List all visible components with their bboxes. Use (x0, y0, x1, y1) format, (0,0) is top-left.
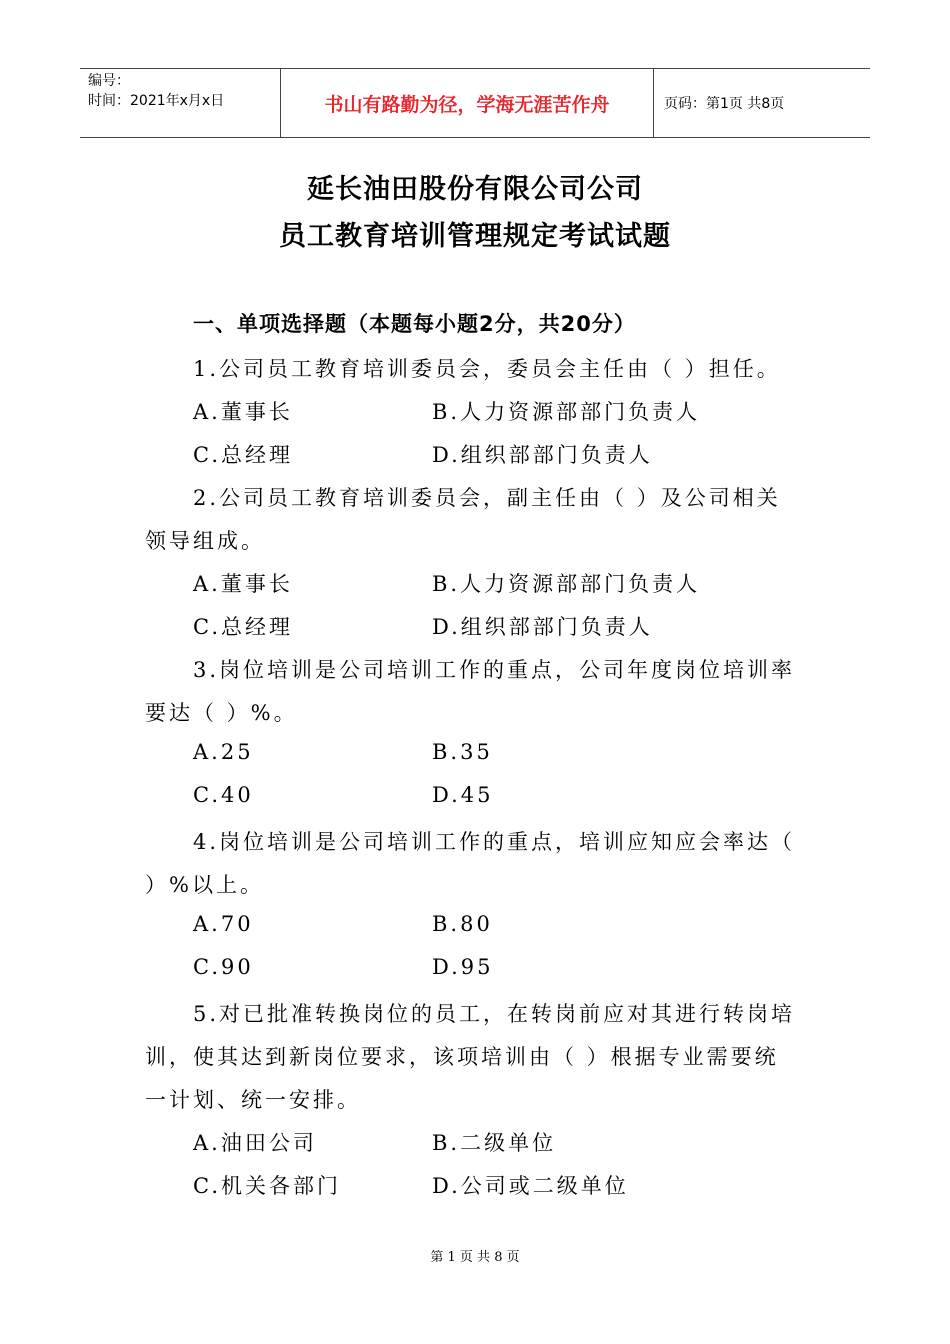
question-4-option-c: C.90 (193, 955, 254, 979)
document-date: 时间：2021年x月x日 (88, 93, 225, 109)
question-2-option-b: B.人力资源部部门负责人 (432, 572, 701, 596)
header-motto: 书山有路勤为径，学海无涯苦作舟 (281, 69, 654, 137)
question-5-option-c: C.机关各部门 (193, 1174, 341, 1198)
section-heading: 一、单项选择题（本题每小题2分，共20分） (193, 312, 636, 336)
page-footer: 第 1 页 共 8 页 (430, 1250, 520, 1265)
question-2-stem-cont: 领导组成。 (145, 529, 265, 553)
question-5-stem: 5.对已批准转换岗位的员工，在转岗前应对其进行转岗培 (193, 1002, 796, 1026)
question-5-stem-cont-2: 一计划、统一安排。 (145, 1088, 361, 1112)
header-info-cell (80, 69, 281, 137)
question-4-option-b: B.80 (432, 912, 493, 936)
header-page-info: 页码：第1页 共8页 (664, 96, 785, 112)
question-3-stem-cont: 要达（ ）%。 (145, 701, 298, 725)
question-5-option-d: D.公司或二级单位 (432, 1174, 629, 1198)
question-3-option-a: A.25 (193, 740, 254, 764)
question-4-option-d: D.95 (432, 955, 494, 979)
question-4-option-a: A.70 (193, 912, 254, 936)
question-2-option-d: D.组织部部门负责人 (432, 615, 653, 639)
question-5-option-a: A.油田公司 (193, 1131, 317, 1155)
question-3-option-c: C.40 (193, 783, 254, 807)
question-5-option-b: B.二级单位 (432, 1131, 557, 1155)
question-1-option-d: D.组织部部门负责人 (432, 443, 653, 467)
document-title-line1: 延长油田股份有限公司公司 (307, 174, 643, 205)
question-1-stem: 1.公司员工教育培训委员会，委员会主任由（ ）担任。 (193, 357, 781, 381)
question-1-option-b: B.人力资源部部门负责人 (432, 400, 701, 424)
question-2-option-a: A.董事长 (193, 572, 293, 596)
question-5-stem-cont: 训，使其达到新岗位要求，该项培训由（ ）根据专业需要统 (145, 1045, 779, 1069)
question-1-option-a: A.董事长 (193, 400, 293, 424)
document-number-label: 编号： (88, 73, 130, 89)
question-3-option-d: D.45 (432, 783, 494, 807)
question-3-option-b: B.35 (432, 740, 493, 764)
question-3-stem: 3.岗位培训是公司培训工作的重点，公司年度岗位培训率 (193, 658, 796, 682)
document-title-line2: 员工教育培训管理规定考试试题 (279, 221, 671, 252)
question-4-stem: 4.岗位培训是公司培训工作的重点，培训应知应会率达（ (193, 830, 796, 854)
question-1-option-c: C.总经理 (193, 443, 293, 467)
question-4-stem-cont: ）%以上。 (145, 873, 264, 897)
question-2-stem: 2.公司员工教育培训委员会，副主任由（ ）及公司相关 (193, 486, 781, 510)
question-2-option-c: C.总经理 (193, 615, 293, 639)
header-table (80, 68, 870, 138)
